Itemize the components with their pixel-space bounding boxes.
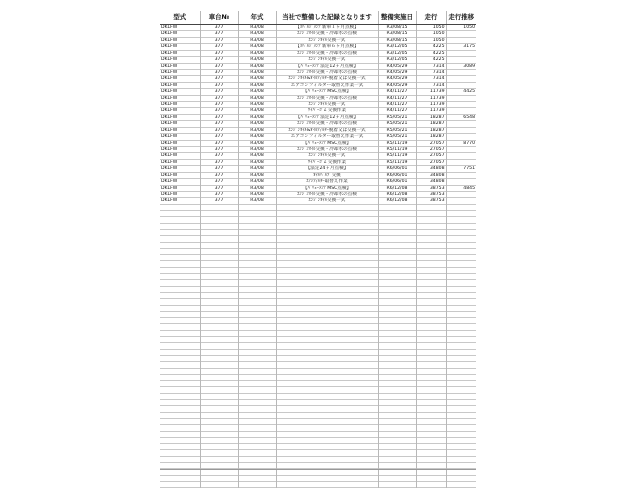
cell-year: R3/08	[238, 172, 276, 178]
cell-date: R5/05/21	[378, 127, 416, 133]
cell-model: DKLFW	[161, 185, 178, 191]
cell-date: R6/12/08	[378, 198, 416, 204]
cell-vehicle-no: 377	[200, 95, 238, 101]
cell-title: 【ｽﾊﾞﾙｼﾞﾒﾝﾃ 新車１ヶ月点検】	[276, 25, 378, 31]
empty-cell	[378, 481, 416, 487]
cell-year: R3/08	[238, 185, 276, 191]
cell-vehicle-no: 377	[200, 57, 238, 63]
cell-title: ｴﾝｼﾞﾝｵｲﾙ交換・冷却水の点検	[276, 147, 378, 153]
cell-model: DKLFW	[161, 89, 178, 95]
cell-model: DKLFW	[161, 57, 178, 63]
cell-km: 4225	[416, 57, 446, 63]
cell-vehicle-no: 377	[200, 102, 238, 108]
cell-year: R3/08	[238, 89, 276, 95]
cell-vehicle-no: 377	[200, 179, 238, 185]
cell-km: 38753	[416, 191, 446, 197]
cell-date: R6/12/08	[378, 191, 416, 197]
cell-year: R3/08	[238, 140, 276, 146]
cell-title: ｵｲﾙﾊﾞﾙﾌﾞ交換	[276, 172, 378, 178]
cell-km: 4225	[416, 44, 446, 50]
cell-year: R3/08	[238, 159, 276, 165]
cell-km: 11739	[416, 89, 446, 95]
cell-date: R6/12/08	[378, 185, 416, 191]
cell-year: R3/08	[238, 108, 276, 114]
cell-title: ｴﾝｼﾞﾝｵｲﾙ交換・冷却水の点検	[276, 50, 378, 56]
cell-km: 27057	[416, 147, 446, 153]
cell-vehicle-no: 377	[200, 89, 238, 95]
cell-km: 18287	[416, 114, 446, 120]
cell-date: R3/12/05	[378, 44, 416, 50]
cell-year: R3/08	[238, 63, 276, 69]
cell-title: 【ﾊﾞﾘｭｰﾒﾝﾃ 法定12ヶ月点検】	[276, 63, 378, 69]
cell-vehicle-no: 377	[200, 82, 238, 88]
cell-year: R3/08	[238, 95, 276, 101]
cell-vehicle-no: 377	[200, 185, 238, 191]
cell-title: ｴﾝｼﾞﾝｵｲﾙ&ｵｲﾙﾌｨﾙﾀｰ脱着又は交換一式	[276, 76, 378, 82]
header-year: 年式	[238, 11, 276, 25]
header-vehicle-no: 車台№	[200, 11, 238, 25]
cell-year: R3/08	[238, 179, 276, 185]
cell-year: R3/08	[238, 69, 276, 75]
cell-trend: 8770	[446, 140, 476, 146]
cell-km: 7314	[416, 76, 446, 82]
cell-year: R3/08	[238, 31, 276, 37]
maintenance-record-sheet	[160, 11, 476, 488]
cell-vehicle-no: 377	[200, 159, 238, 165]
empty-cell	[416, 481, 446, 487]
cell-km: 4225	[416, 50, 446, 56]
cell-year: R3/08	[238, 198, 276, 204]
cell-km: 27057	[416, 153, 446, 159]
cell-trend: 4845	[446, 185, 476, 191]
cell-km: 11739	[416, 108, 446, 114]
cell-vehicle-no: 377	[200, 191, 238, 197]
header-title: 当社で整備した記録となります	[276, 11, 378, 25]
empty-cell	[276, 481, 378, 487]
cell-vehicle-no: 377	[200, 147, 238, 153]
cell-title: ｴﾝｼﾞﾝｵｲﾙ交換・冷却水の点検	[276, 121, 378, 127]
cell-year: R3/08	[238, 134, 276, 140]
cell-year: R3/08	[238, 114, 276, 120]
cell-km: 34808	[416, 166, 446, 172]
cell-date: R5/05/21	[378, 134, 416, 140]
cell-title: ｴﾝｼﾞﾝｵｲﾙ交換一式	[276, 57, 378, 63]
cell-vehicle-no: 377	[200, 108, 238, 114]
cell-date: R5/11/19	[378, 140, 416, 146]
cell-model: DKLFW	[161, 69, 178, 75]
cell-model: DKLFW	[161, 172, 178, 178]
cell-km: 7314	[416, 63, 446, 69]
cell-trend: 7751	[446, 166, 476, 172]
cell-km: 11739	[416, 95, 446, 101]
cell-title: 【ｽﾊﾞﾙｼﾞﾒﾝﾃ 新車６ヶ月点検】	[276, 44, 378, 50]
cell-date: R4/05/29	[378, 76, 416, 82]
cell-vehicle-no: 377	[200, 153, 238, 159]
cell-model: DKLFW	[161, 108, 178, 114]
cell-km: 7314	[416, 82, 446, 88]
cell-model: DKLFW	[161, 82, 178, 88]
cell-date: R4/05/29	[378, 69, 416, 75]
cell-vehicle-no: 377	[200, 114, 238, 120]
cell-year: R3/08	[238, 82, 276, 88]
cell-date: R3/08/15	[378, 37, 416, 43]
cell-date: R5/11/19	[378, 159, 416, 165]
cell-date: R4/11/27	[378, 102, 416, 108]
cell-vehicle-no: 377	[200, 37, 238, 43]
cell-date: R3/12/05	[378, 57, 416, 63]
cell-model: DKLFW	[161, 127, 178, 133]
cell-vehicle-no: 377	[200, 50, 238, 56]
cell-vehicle-no: 377	[200, 25, 238, 31]
cell-title: 【ﾊﾞﾘｭｰﾒﾝﾃ MSC点検】	[276, 140, 378, 146]
cell-vehicle-no: 377	[200, 69, 238, 75]
cell-date: R5/05/21	[378, 114, 416, 120]
cell-km: 1050	[416, 31, 446, 37]
cell-date: R6/06/01	[378, 166, 416, 172]
cell-year: R3/08	[238, 191, 276, 197]
cell-model: DKLFW	[161, 31, 178, 37]
table-body	[160, 25, 476, 488]
cell-model: DKLFW	[161, 114, 178, 120]
cell-title: ｴﾝｼﾞﾝｵｲﾙ交換・冷却水の点検	[276, 69, 378, 75]
cell-year: R3/08	[238, 127, 276, 133]
cell-km: 18287	[416, 127, 446, 133]
cell-model: DKLFW	[161, 25, 178, 30]
cell-vehicle-no: 377	[200, 140, 238, 146]
cell-title: ﾜｲﾊﾟｰｺﾞﾑ 交換作業	[276, 108, 378, 114]
header-row	[160, 11, 476, 25]
cell-date: R6/06/01	[378, 172, 416, 178]
cell-title: ｴﾝｼﾞﾝｵｲﾙ交換一式	[276, 153, 378, 159]
cell-title: 【ﾊﾞﾘｭｰﾒﾝﾃ MSC点検】	[276, 185, 378, 191]
cell-model: DKLFW	[161, 166, 178, 172]
cell-km: 18287	[416, 134, 446, 140]
cell-model: DKLFW	[161, 179, 178, 185]
cell-year: R3/08	[238, 44, 276, 50]
header-km: 走行	[416, 11, 446, 25]
cell-model: DKLFW	[161, 153, 178, 159]
cell-date: R3/12/05	[378, 50, 416, 56]
cell-km: 7314	[416, 69, 446, 75]
cell-vehicle-no: 377	[200, 31, 238, 37]
cell-title: ｴﾝｼﾞﾝｵｲﾙ&ｵｲﾙﾌｨﾙﾀｰ脱着又は交換一式	[276, 127, 378, 133]
cell-vehicle-no: 377	[200, 172, 238, 178]
cell-model: DKLFW	[161, 95, 178, 101]
cell-date: R5/11/19	[378, 153, 416, 159]
cell-title: 【ﾊﾞﾘｭｰﾒﾝﾃ 法定12ヶ月点検】	[276, 114, 378, 120]
cell-date: R5/11/19	[378, 147, 416, 153]
cell-vehicle-no: 377	[200, 166, 238, 172]
cell-date: R4/11/27	[378, 108, 416, 114]
cell-date: R3/08/15	[378, 25, 416, 31]
empty-row	[160, 481, 476, 487]
cell-km: 34808	[416, 179, 446, 185]
cell-date: R4/05/29	[378, 82, 416, 88]
cell-vehicle-no: 377	[200, 63, 238, 69]
cell-title: ｴﾝｼﾞﾝｵｲﾙ交換・冷却水の点検	[276, 95, 378, 101]
cell-title: 【法定24ヶ月点検】	[276, 166, 378, 172]
cell-year: R3/08	[238, 121, 276, 127]
cell-vehicle-no: 377	[200, 127, 238, 133]
cell-year: R3/08	[238, 76, 276, 82]
cell-km: 38753	[416, 185, 446, 191]
cell-trend: 3175	[446, 44, 476, 50]
cell-km: 27057	[416, 140, 446, 146]
cell-model: DKLFW	[161, 50, 178, 56]
cell-km: 34808	[416, 172, 446, 178]
cell-model: DKLFW	[161, 63, 178, 69]
cell-title: 【ﾊﾞﾘｭｰﾒﾝﾃ MSC点検】	[276, 89, 378, 95]
cell-year: R3/08	[238, 166, 276, 172]
cell-title: ﾜｲﾊﾟｰｺﾞﾑ 交換作業	[276, 159, 378, 165]
cell-model: DKLFW	[161, 147, 178, 153]
empty-cell	[160, 481, 200, 487]
cell-title: ｴﾝｼﾞﾝｵｲﾙ交換一式	[276, 198, 378, 204]
cell-km: 38753	[416, 198, 446, 204]
cell-title: エアコンフィルター取替え作業一式	[276, 134, 378, 140]
cell-title: ｴﾝｼﾞﾝｵｲﾙ交換一式	[276, 37, 378, 43]
cell-km: 11739	[416, 102, 446, 108]
cell-km: 18287	[416, 121, 446, 127]
cell-title: ｴﾝｼﾞﾝｵｲﾙ交換一式	[276, 102, 378, 108]
cell-year: R3/08	[238, 102, 276, 108]
cell-date: R3/08/15	[378, 31, 416, 37]
cell-date: R4/05/29	[378, 63, 416, 69]
empty-cell	[446, 481, 476, 487]
header-model: 型式	[160, 11, 200, 25]
cell-trend: 1050	[446, 25, 476, 31]
cell-year: R3/08	[238, 57, 276, 63]
cell-km: 1050	[416, 37, 446, 43]
cell-vehicle-no: 377	[200, 44, 238, 50]
cell-date: R4/11/27	[378, 89, 416, 95]
cell-model: DKLFW	[161, 44, 178, 50]
cell-model: DKLFW	[161, 140, 178, 146]
header-trend: 走行推移	[446, 11, 476, 25]
cell-model: DKLFW	[161, 191, 178, 197]
cell-km: 1050	[416, 25, 446, 31]
cell-year: R3/08	[238, 147, 276, 153]
cell-model: DKLFW	[161, 37, 178, 43]
cell-model: DKLFW	[161, 102, 178, 108]
cell-model: DKLFW	[161, 198, 178, 204]
cell-trend: 4425	[446, 89, 476, 95]
cell-date: R6/06/01	[378, 179, 416, 185]
cell-date: R5/05/21	[378, 121, 416, 127]
cell-model: DKLFW	[161, 121, 178, 127]
cell-vehicle-no: 377	[200, 198, 238, 204]
cell-title: ｴﾝｼﾞﾝｵｲﾙ交換・冷却水の点検	[276, 31, 378, 37]
cell-trend: 6548	[446, 114, 476, 120]
cell-year: R3/08	[238, 25, 276, 31]
cell-vehicle-no: 377	[200, 121, 238, 127]
cell-date: R4/11/27	[378, 95, 416, 101]
cell-year: R3/08	[238, 50, 276, 56]
header-date: 整備実施日	[378, 11, 416, 25]
cell-title: ｴﾝｼﾞﾝｵｲﾙ交換・冷却水の点検	[276, 191, 378, 197]
empty-cell	[200, 481, 238, 487]
cell-km: 27057	[416, 159, 446, 165]
cell-vehicle-no: 377	[200, 76, 238, 82]
cell-model: DKLFW	[161, 159, 178, 165]
cell-model: DKLFW	[161, 76, 178, 82]
cell-trend: 3089	[446, 63, 476, 69]
cell-year: R3/08	[238, 153, 276, 159]
cell-vehicle-no: 377	[200, 134, 238, 140]
empty-cell	[238, 481, 276, 487]
cell-title: ｴｱｼﾌｨﾙﾀｰ取替え作業	[276, 179, 378, 185]
cell-model: DKLFW	[161, 134, 178, 140]
maintenance-table	[160, 11, 476, 488]
cell-title: エアコンフィルター取替え作業一式	[276, 82, 378, 88]
cell-year: R3/08	[238, 37, 276, 43]
